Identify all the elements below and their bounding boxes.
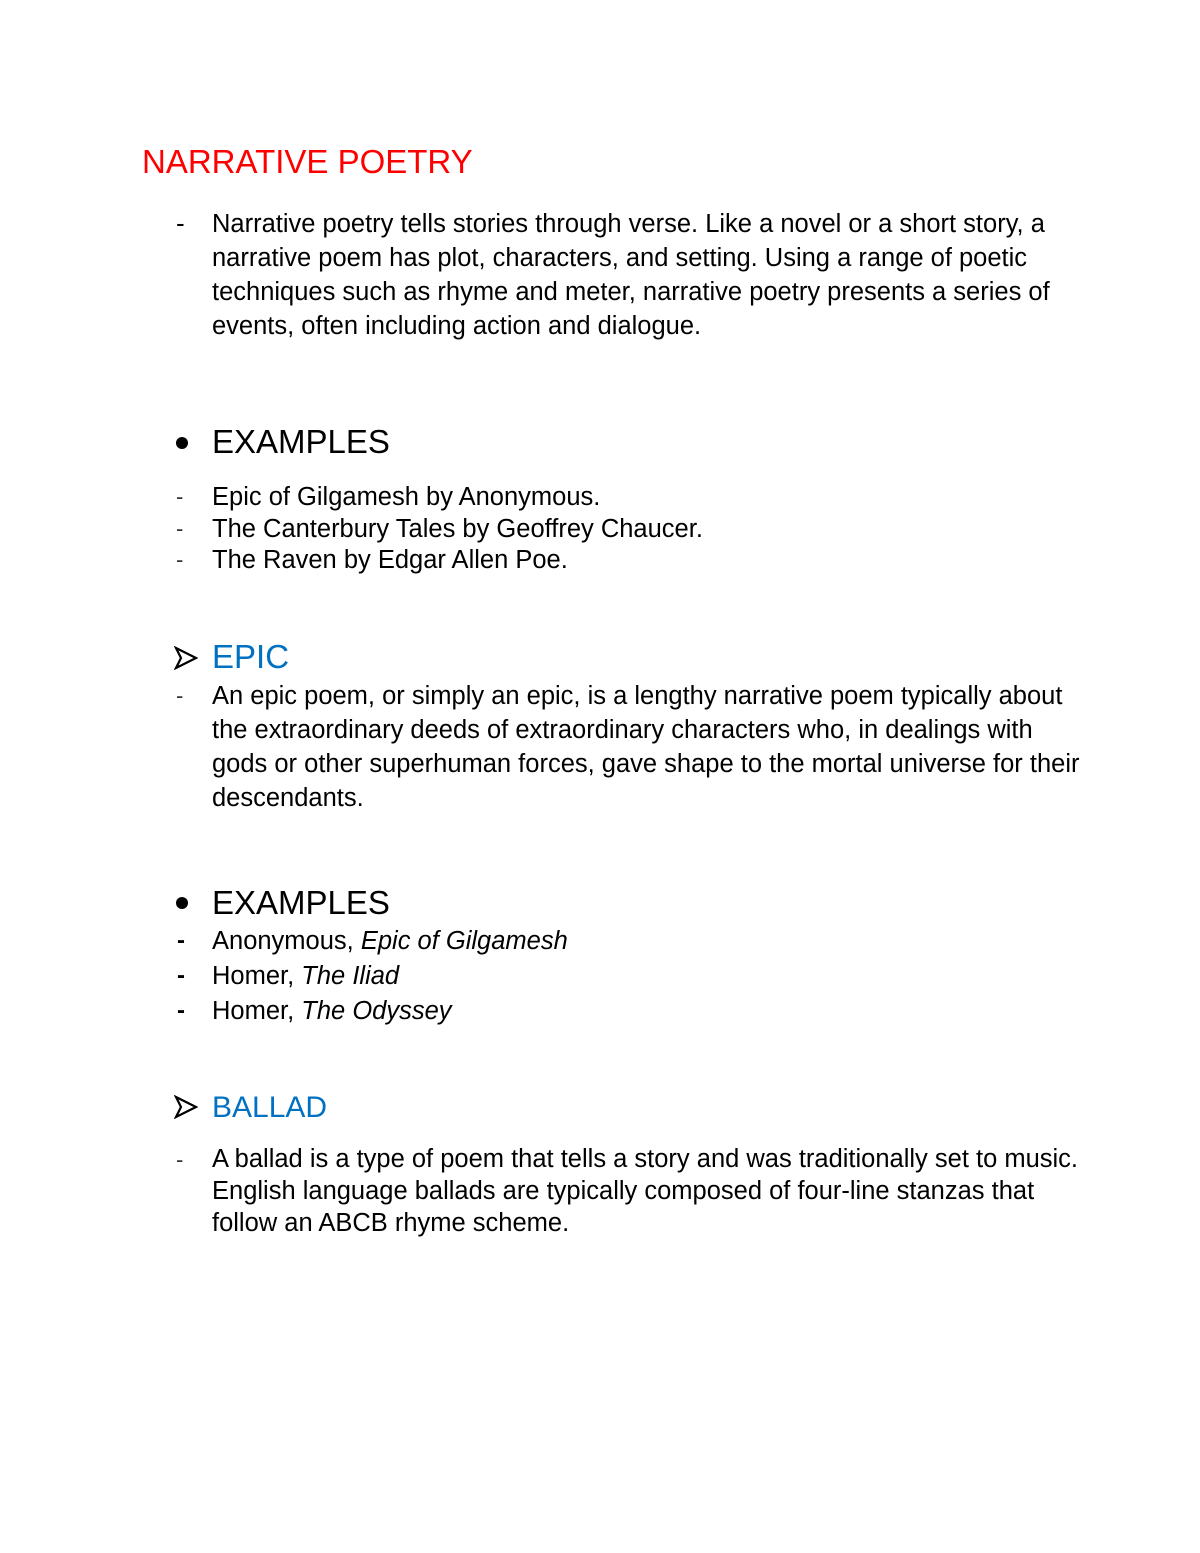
example-2-dash-marker: - (176, 516, 184, 541)
intro-dash-marker: - (176, 208, 185, 238)
epic-example-item-3 (212, 995, 452, 1027)
epic-example-1-dash-marker: - (177, 927, 185, 954)
epic-example-2-dash-marker: - (177, 962, 185, 989)
ballad-paragraph: A ballad is a type of poem that tells a story and was traditionally set to music. English language ballads are typically composed of four-line stanzas that follow an ABCB rhyme scheme. (212, 1145, 1079, 1237)
epic-example-work: Epic of Gilgamesh (360, 927, 568, 955)
example-item-2: The Canterbury Tales by Geoffrey Chaucer. (212, 515, 703, 543)
ballad-dash-marker: - (176, 1147, 184, 1172)
epic-example-author: Anonymous, (212, 927, 354, 955)
example-item-1: Epic of Gilgamesh by Anonymous. (212, 483, 601, 511)
intro-paragraph: Narrative poetry tells stories through verse. Like a novel or a short story, a narrative poem has plot, characters, and setting. Using a range of poetic techniques such as rhyme and meter, narrative poetry presents a series of events, often including action and dialogue. (212, 210, 1050, 340)
epic-example-item-1 (212, 925, 568, 957)
epic-example-author: Homer, (212, 962, 295, 990)
epic-example-item-2 (212, 960, 399, 992)
example-3-dash-marker: - (176, 547, 184, 572)
ballad-heading: BALLAD (212, 1091, 328, 1124)
example-item-3: The Raven by Edgar Allen Poe. (212, 546, 568, 574)
epic-dash-marker: - (176, 683, 184, 708)
examples-heading-1: EXAMPLES (212, 423, 390, 460)
epic-heading: EPIC (212, 638, 290, 675)
examples-heading-2: EXAMPLES (212, 884, 390, 921)
document-title: NARRATIVE POETRY (142, 143, 473, 180)
epic-example-work: The Iliad (301, 962, 400, 990)
filled-circle-bullet-icon (176, 897, 188, 909)
epic-example-author: Homer, (212, 997, 295, 1025)
example-1-dash-marker: - (176, 484, 184, 509)
arrowhead-bullet-icon (174, 646, 198, 670)
epic-paragraph: An epic poem, or simply an epic, is a lengthy narrative poem typically about the extraordinary deeds of extraordinary characters who, in dealings with gods or other superhuman forces, gave shape to the mortal universe for their descendants. (212, 682, 1080, 812)
epic-example-work: The Odyssey (301, 997, 452, 1025)
filled-circle-bullet-icon (176, 437, 188, 449)
arrowhead-bullet-icon (174, 1095, 198, 1119)
epic-example-3-dash-marker: - (177, 997, 185, 1024)
